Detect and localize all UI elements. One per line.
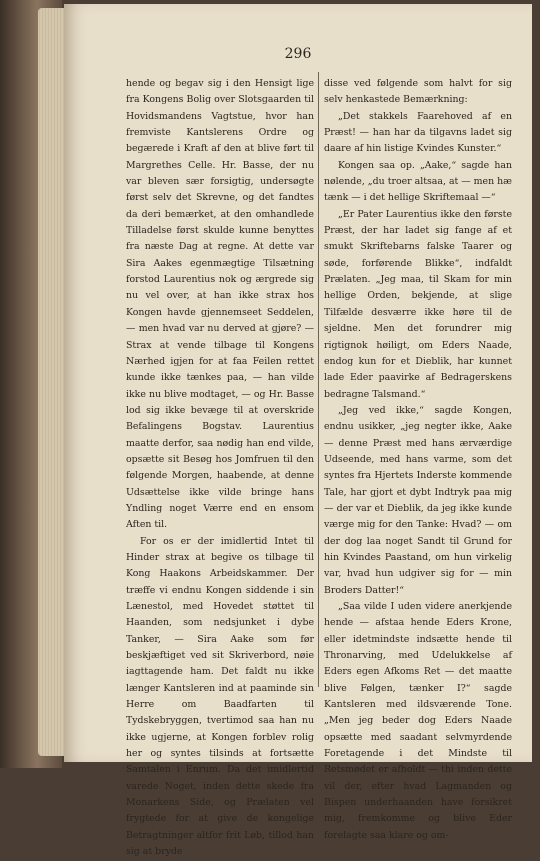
paragraph: disse ved følgende som halvt for sig selv henkastede Bemærkning:	[324, 78, 512, 106]
paragraph: „Det stakkels Faarehoved af en Præst! — han har da tilgavns ladet sig daare af hin listige Kvindes Kunster.“	[324, 110, 512, 155]
page-number: 296	[284, 46, 312, 62]
column-divider	[318, 72, 319, 687]
paragraph: hende og begav sig i den Hensigt lige fra Kongens Bolig over Slotsgaarden til Hovidsmandens Vagtstue, hvor han fremviste Kantslerens Ordre og begærede i Kraft af den at blive ført til Margrethes Celle. Hr. Basse, der nu var bleven sær forsigtig, undersøgte først selv det Skrevne, og det fandtes da deri bemærket, at den omhandlede Tilladelse først skulde kunne benyttes fra næste Dag at regne. At dette var Sira Aakes egenmægtige Tilsætning forstod Laurentius nok og ærgrede sig nu vel over, at han ikke strax hos Kongen havde gjennemseet Seddelen, — men hvad var nu derved at gjøre? — Strax at vende tilbage til Kongens Nærhed igjen for at faa Feilen rettet kunde ikke tænkes paa, — han vilde ikke nu blive modtaget, — og Hr. Basse lod sig ikke bevæge til at overskride Befalingens Bogstav. Laurentius maatte derfor, saa nødig han end vilde, opsætte sit Besøg hos Jomfruen til den følgende Morgen, haabende, at denne Udsættelse ikke vilde bringe hans Yndling noget Værre end en ensom Aften til.	[126, 78, 314, 531]
right-column	[324, 76, 512, 844]
paragraph: „Saa vilde I uden videre anerkjende hende — afstaa hende Eders Krone, eller idetmindste indsætte hende til Thronarving, med Udelukkelse af Eders egen Afkoms Ret — det maatte blive Følgen, tænker I?“ sagde Kantsleren med ildsværende Tone. „Men jeg beder dog Eders Naade opsætte med saadant selvmyrdende Foretagende i det Mindste til Retsmødet er afholdt — thi inden dette vil der, efter hvad Lagmanden og Bispen underhaanden have forsikret mig, fremkomme og blive Eder forelagte saa klare og om-	[324, 601, 512, 841]
paragraph: Kongen saa op. „Aake,“ sagde han nølende, „du troer altsaa, at — men hæ tænk — i det hellige Skriftemaal —“	[324, 159, 512, 204]
paragraph: „Er Pater Laurentius ikke den første Præst, der har ladet sig fange af et smukt Skriftebarns falske Taarer og søde, forførende Blikke“, indfaldt Prælaten. „Jeg maa, til Skam for min hellige Orden, bekjende, at slige Tilfælde desværre ikke høre til de sjeldne. Men det forundrer mig rigtignok høiligt, om Eders Naade, endog kun for et Dieblik, har kunnet lade Eder paavirke af Bedragerskens bedragne Talsmand.“	[324, 208, 512, 400]
book-page	[64, 4, 532, 858]
paragraph: „Jeg ved ikke,“ sagde Kongen, endnu usikker, „jeg negter ikke, Aake — denne Præst med hans ærværdige Udseende, med hans varme, som det syntes fra Hjertets Inderste kommende Tale, har gjort et dybt Indtryk paa mig — der var et Dieblik, da jeg ikke kunde værge mig for den Tanke: Hvad? — om der dog laa noget Sandt til Grund for hin Kvindes Paastand, om hun virkelig var, hvad hun udgiver sig for — min Broders Datter!“	[324, 404, 512, 596]
paragraph: For os er der imidlertid Intet til Hinder strax at begive os tilbage til Kong Haakons Arbeidskammer. Der træffe vi endnu Kongen siddende i sin Lænestol, med Hovedet støttet til Haanden, som nedsjunket i dybe Tanker, — Sira Aake som før beskjæftiget ved sit Skriverbord, nøie iagttagende ham. Det faldt nu ikke længer Kantsleren ind at paaminde sin Herre om Baadfarten til Tydskebryggen, tvertimod saa han nu ikke ugjerne, at Kongen forblev rolig her og syntes tilsinds at fortsætte Samtalen i Enrum. Da det imidlertid varede Noget, inden dette skede fra Monarkens Side, og Prælaten vel frygtede for at give de kongelige Betragtninger altfor frit Løb, tillod han sig at bryde	[126, 535, 314, 858]
left-column	[126, 76, 314, 861]
